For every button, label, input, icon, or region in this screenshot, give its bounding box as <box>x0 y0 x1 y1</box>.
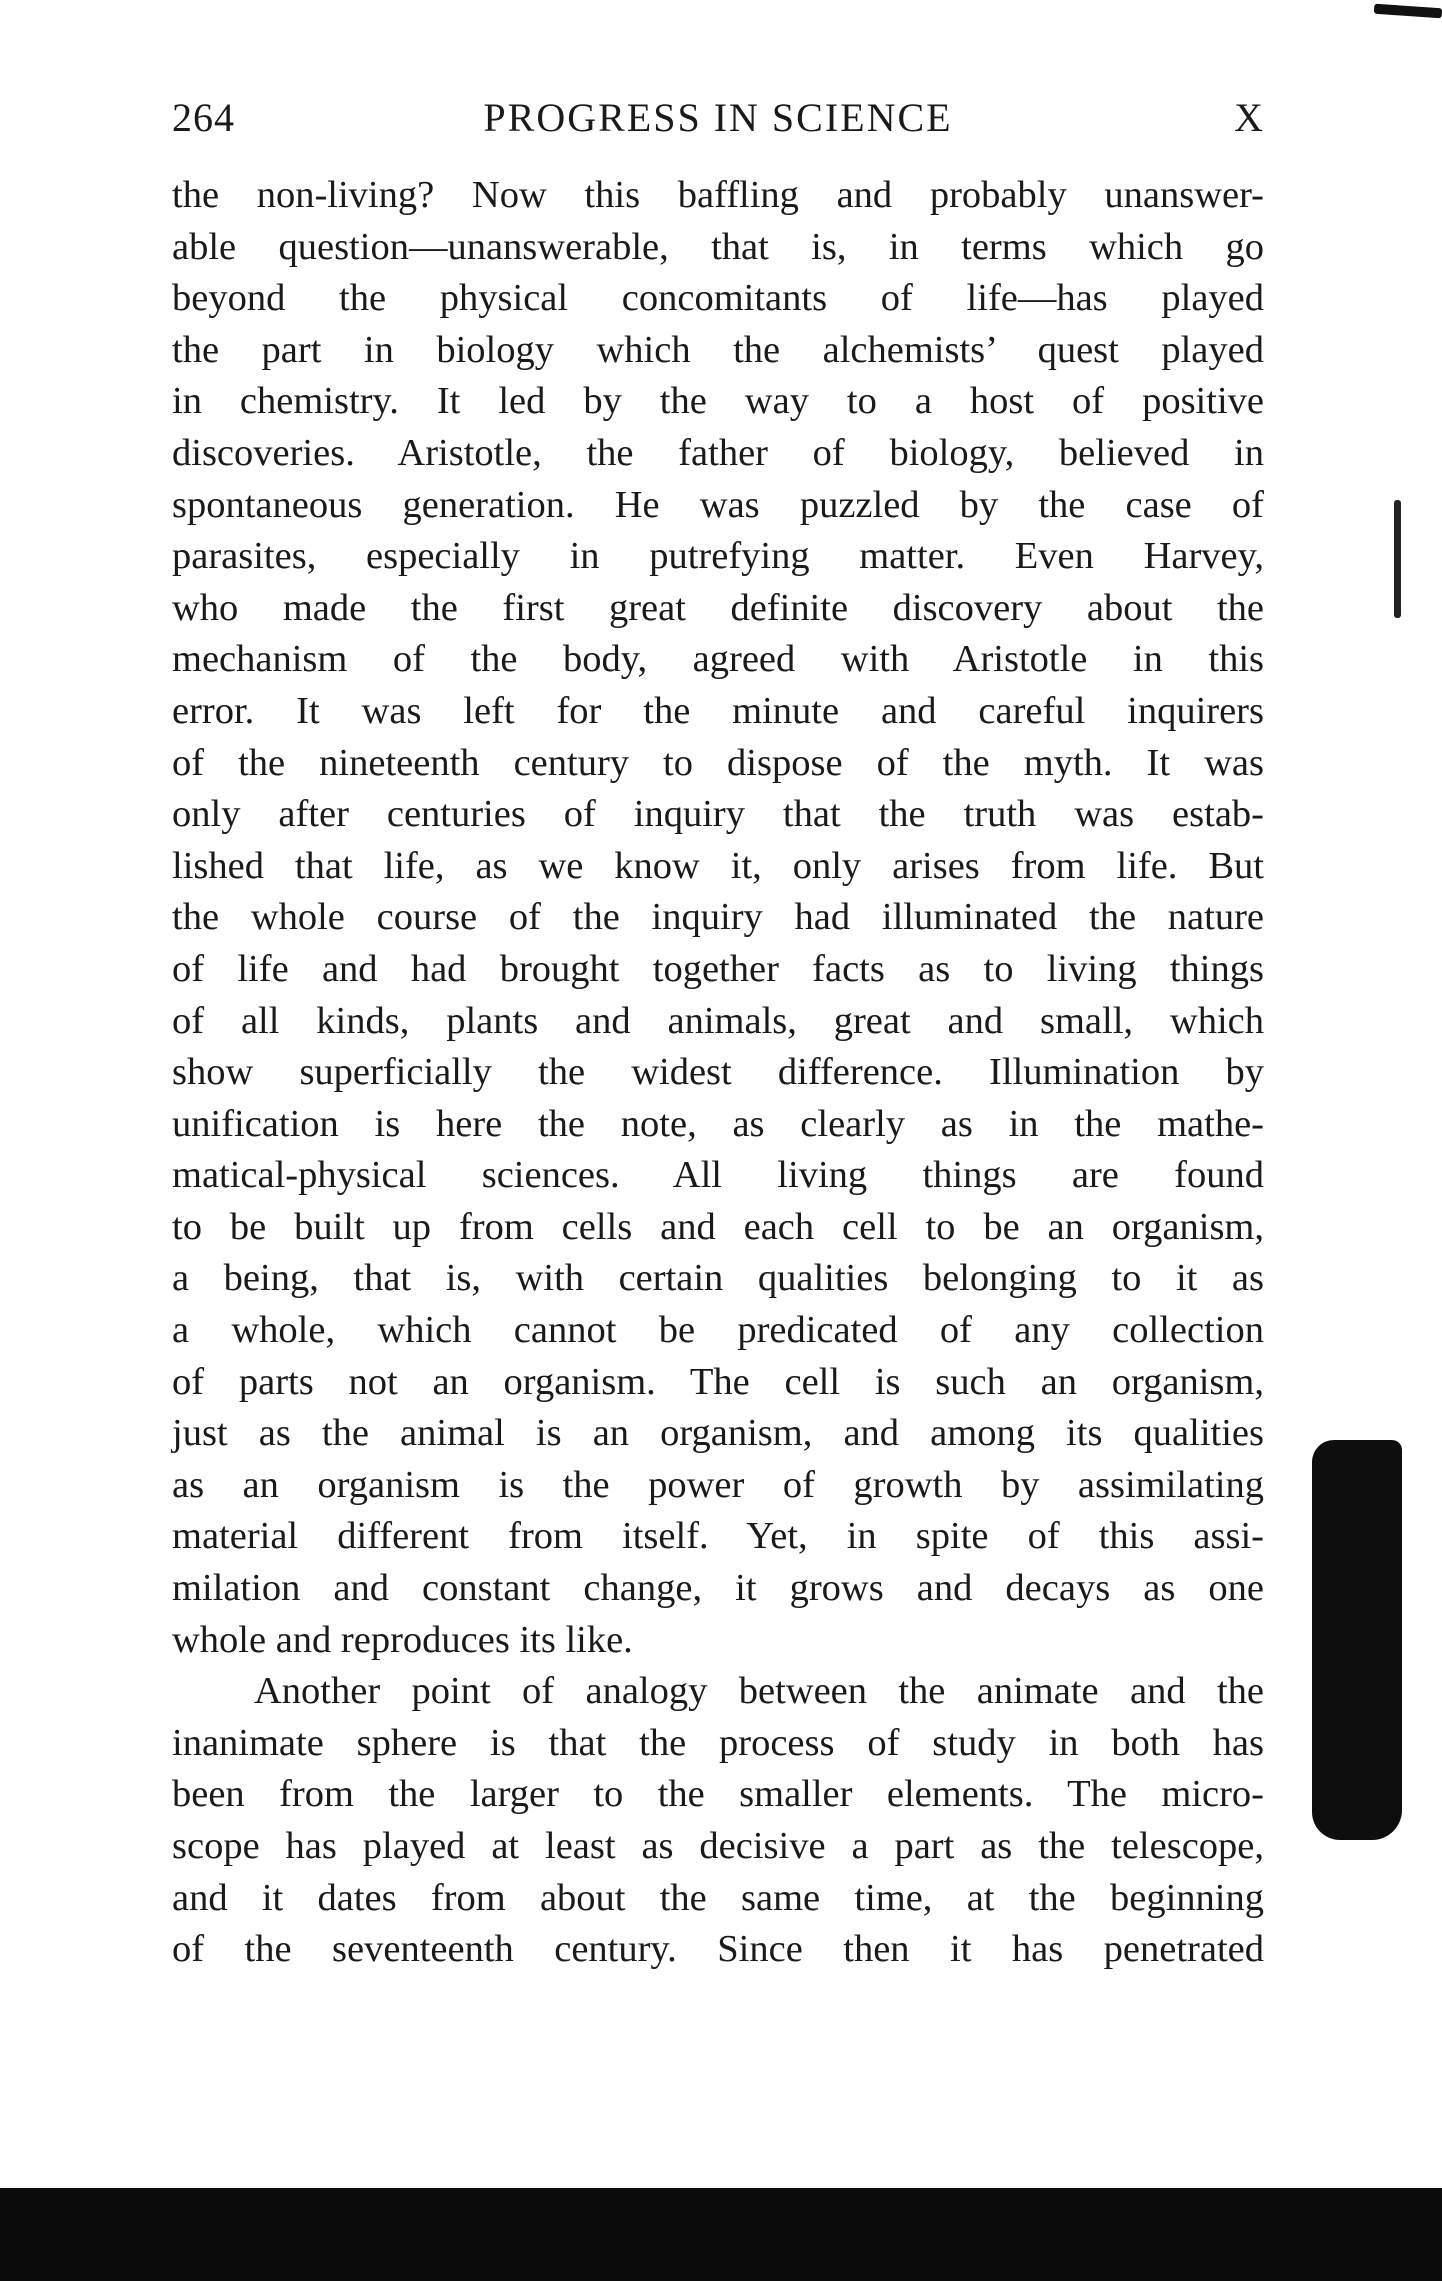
text-line: who made the first great definite discovery about the <box>172 586 1264 629</box>
text-line: of the nineteenth century to dispose of the myth. It was <box>172 741 1264 784</box>
body-text <box>172 170 1264 1976</box>
text-line: able question—unanswerable, that is, in terms which go <box>172 225 1264 268</box>
text-line: the whole course of the inquiry had illuminated the nature <box>172 896 1264 939</box>
text-line: mechanism of the body, agreed with Aristotle in this <box>172 638 1264 681</box>
text-line: scope has played at least as decisive a part as the telescope, <box>172 1825 1264 1867</box>
text-line: inanimate sphere is that the process of study in both has <box>172 1721 1264 1764</box>
text-line: the non-living? Now this baffling and probably unanswer- <box>172 174 1264 216</box>
scan-artifact-margin-mark <box>1394 500 1401 618</box>
text-line: beyond the physical concomitants of life—has played <box>172 277 1264 320</box>
running-header <box>172 92 1264 144</box>
chapter-number: X <box>1234 95 1264 140</box>
text-line: and it dates from about the same time, at the beginning <box>172 1876 1264 1919</box>
text-line: of parts not an organism. The cell is such an organism, <box>172 1360 1264 1403</box>
scan-artifact-blot <box>1312 1440 1402 1840</box>
text-line: as an organism is the power of growth by assimilating <box>172 1463 1264 1506</box>
scan-artifact-top <box>1374 4 1442 19</box>
page-number: 264 <box>172 95 235 140</box>
text-line: of life and had brought together facts as to living things <box>172 947 1264 990</box>
text-line: just as the animal is an organism, and among its qualities <box>172 1412 1264 1455</box>
text-line: milation and constant change, it grows and decays as one <box>172 1567 1264 1610</box>
text-line: been from the larger to the smaller elements. The micro- <box>172 1773 1264 1816</box>
text-line: unification is here the note, as clearly as in the mathe- <box>172 1102 1264 1145</box>
text-line: discoveries. Aristotle, the father of biology, believed in <box>172 431 1264 474</box>
text-line: error. It was left for the minute and careful inquirers <box>172 689 1264 732</box>
text-line: matical-physical sciences. All living things are found <box>172 1154 1264 1197</box>
running-title: PROGRESS IN SCIENCE <box>483 95 953 140</box>
text-line: show superficially the widest difference. Illumination by <box>172 1051 1264 1094</box>
text-line-paragraph-start: Another point of analogy between the animate and the <box>254 1670 1264 1713</box>
text-line: a being, that is, with certain qualities belonging to it as <box>172 1257 1264 1300</box>
text-line: spontaneous generation. He was puzzled by the case of <box>172 483 1264 526</box>
text-line: the part in biology which the alchemists’ quest played <box>172 328 1264 371</box>
text-line: of all kinds, plants and animals, great and small, which <box>172 999 1264 1042</box>
text-line-paragraph-end: whole and reproduces its like. <box>172 1618 633 1661</box>
text-line: only after centuries of inquiry that the truth was estab- <box>172 793 1264 836</box>
text-line: in chemistry. It led by the way to a host of positive <box>172 380 1264 423</box>
text-line: of the seventeenth century. Since then it has penetrated <box>172 1928 1264 1971</box>
text-line: a whole, which cannot be predicated of any collection <box>172 1309 1264 1352</box>
text-line: lished that life, as we know it, only arises from life. But <box>172 844 1264 887</box>
text-line: parasites, especially in putrefying matter. Even Harvey, <box>172 535 1264 578</box>
text-line: to be built up from cells and each cell to be an organism, <box>172 1205 1264 1248</box>
text-line: material different from itself. Yet, in spite of this assi- <box>172 1515 1264 1558</box>
scan-artifact-bottom-bar <box>0 2188 1442 2281</box>
